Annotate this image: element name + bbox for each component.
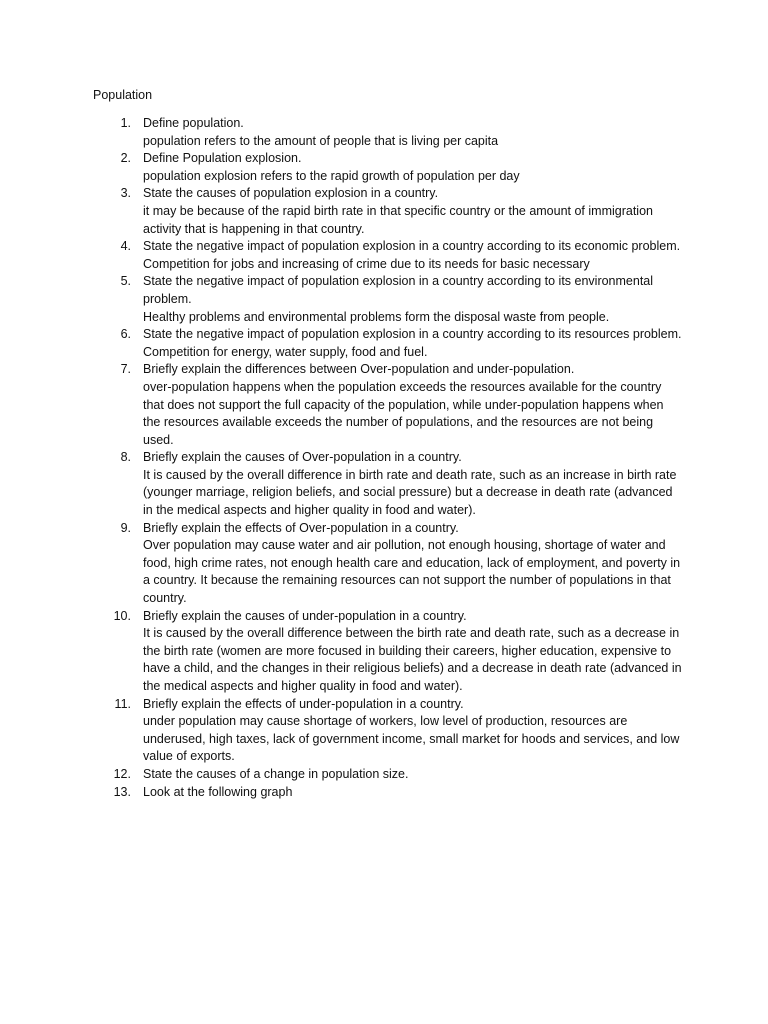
question-text: State the causes of a change in population size. [143,766,409,781]
question-text: State the negative impact of population explosion in a country according to its environmental problem. [143,274,654,306]
question-item-4 [93,238,683,273]
question-item-3 [93,185,683,238]
question-number: 1. [120,116,131,130]
question-item-9 [93,520,683,608]
question-item-7 [93,361,683,449]
question-item-12 [93,766,683,784]
question-number: 5. [120,274,131,289]
question-number: 10. [113,608,131,623]
answer-text: Competition for jobs and increasing of crime due to its needs for basic necessary [143,256,590,271]
question-text: Briefly explain the causes of Over-population in a country. [143,450,462,465]
question-text: Define population. [143,116,244,130]
question-item-13 [93,784,683,802]
document-title: Population [93,88,153,102]
answer-text: it may be because of the rapid birth rate in that specific country or the amount of immigration activity that is happening in that country. [143,203,653,236]
question-number: 8. [120,450,131,465]
question-number: 3. [120,186,131,201]
answer-text: population explosion refers to the rapid growth of population per day [143,168,520,183]
question-item-6 [93,326,683,361]
question-item-8 [93,449,683,519]
question-text: State the causes of population explosion in a country. [143,186,439,201]
question-number: 13. [113,784,131,799]
question-list [93,115,683,801]
question-text: Briefly explain the differences between Over-population and under-population. [143,362,575,377]
question-number: 7. [120,362,131,377]
question-number: 6. [120,327,131,342]
question-text: Briefly explain the effects of under-population in a country. [143,696,464,711]
question-text: State the negative impact of population explosion in a country according to its resources problem. [143,327,682,342]
answer-text: population refers to the amount of people that is living per capita [143,133,499,148]
answer-text: Competition for energy, water supply, food and fuel. [143,344,428,359]
question-number: 2. [120,151,131,166]
answer-text: Healthy problems and environmental problems form the disposal waste from people. [143,309,610,324]
answer-text: It is caused by the overall difference between the birth rate and death rate, such as a decrease in the birth rate (women are more focused in building their careers, higher education, expensive to have a child, and the changes in their religious beliefs) and a decrease in death rate (advanced in the medical aspects and higher quality in food and water). [143,626,682,693]
question-text: Briefly explain the causes of under-population in a country. [143,608,467,623]
answer-text: under population may cause shortage of workers, low level of production, resources are underused, high taxes, lack of government income, small market for hoods and services, and low value of exports. [143,714,680,764]
question-number: 12. [113,766,131,781]
question-number: 4. [120,239,131,254]
question-text: Briefly explain the effects of Over-population in a country. [143,520,459,535]
answer-text: It is caused by the overall difference in birth rate and death rate, such as an increase in birth rate (younger marriage, religion beliefs, and social pressure) but a decrease in death rate (advanced in the medical aspects and higher quality in food and water). [143,467,677,518]
question-number: 11. [114,696,131,711]
question-number: 9. [120,520,131,535]
question-text: Look at the following graph [143,784,293,799]
question-item-11 [93,696,683,766]
answer-text: over-population happens when the population exceeds the resources available for the country that does not support the full capacity of the population, while under-population happens when the resources available exceeds the number of populations, and the resources are not being used. [143,379,664,447]
question-item-1 [93,115,683,150]
question-item-5 [93,273,683,326]
answer-text: Over population may cause water and air pollution, not enough housing, shortage of water and food, high crime rates, not enough health care and education, lack of employment, and poverty in a country. It because the remaining resources can not support the number of populations in that country. [143,538,681,606]
question-text: State the negative impact of population explosion in a country according to its economic problem. [143,239,681,254]
question-text: Define Population explosion. [143,151,302,166]
question-item-2 [93,150,683,185]
question-item-10 [93,608,683,696]
